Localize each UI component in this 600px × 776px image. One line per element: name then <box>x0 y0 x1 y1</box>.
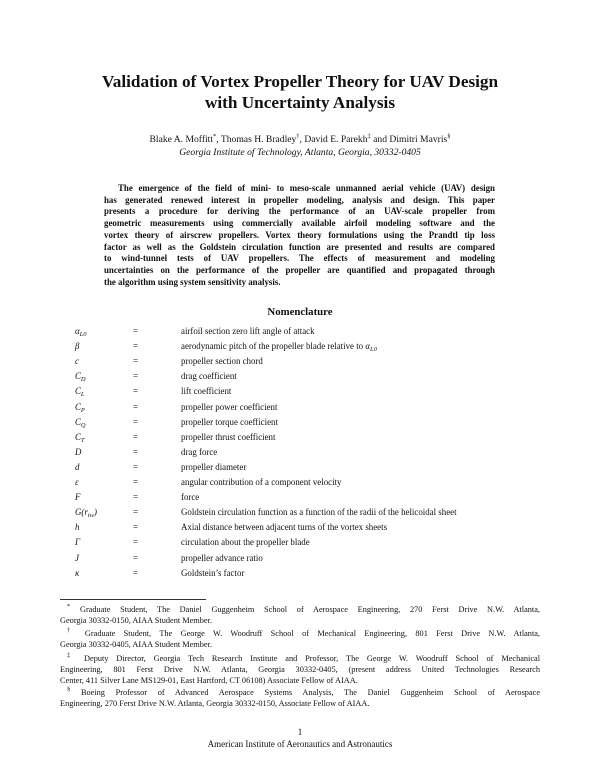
nomenclature-row <box>0 445 600 460</box>
nomenclature-description: aerodynamic pitch of the propeller blade relative to $\alpha_{L0}$ <box>181 341 377 354</box>
footnote <box>60 604 540 626</box>
nomenclature-description: drag coefficient <box>181 371 237 382</box>
nomenclature-row <box>0 400 600 415</box>
nomenclature-row <box>0 551 600 566</box>
nomenclature-symbol: h <box>75 522 80 533</box>
author-name: Blake A. Moffitt <box>149 134 214 145</box>
page-footer <box>0 727 600 750</box>
nomenclature-description: propeller advance ratio <box>181 552 263 563</box>
nomenclature-row <box>0 384 600 399</box>
nomenclature-symbol: $C_D$ <box>75 371 86 384</box>
nomenclature-description: circulation about the propeller blade <box>181 537 310 548</box>
paper-title <box>60 71 540 113</box>
footnote-mark: * <box>67 603 71 611</box>
author-mark: ‡ <box>367 132 371 140</box>
author-name: Dimitri Mavris <box>389 134 448 145</box>
nomenclature-symbol: $C_L$ <box>75 386 85 399</box>
footnote-line: Georgia 30332-0150, AIAA Student Member. <box>60 616 212 625</box>
nomenclature-symbol: c <box>75 356 79 367</box>
abstract-line: to wind-tunnel tests of UAV propellers. The effects of measurement and modeling <box>104 253 495 264</box>
nomenclature-equals: = <box>133 492 139 503</box>
nomenclature-description: lift coefficient <box>181 386 232 397</box>
nomenclature-description: force <box>181 492 200 503</box>
nomenclature-description: propeller diameter <box>181 461 247 472</box>
nomenclature-row <box>0 430 600 445</box>
footnote <box>60 628 540 650</box>
nomenclature-symbol: J <box>75 552 79 563</box>
abstract <box>104 183 495 288</box>
nomenclature-row <box>0 324 600 339</box>
nomenclature-row <box>0 535 600 550</box>
author-name: David E. Parekh <box>304 134 368 145</box>
abstract-line: uncertainties on the performance of the propeller are quantified and propagated through <box>104 264 495 275</box>
nomenclature-equals: = <box>133 507 139 518</box>
author-mark: † <box>296 132 300 140</box>
footnote-line: Georgia 30332-0405, AIAA Student Member. <box>60 640 212 649</box>
nomenclature-row <box>0 490 600 505</box>
footnote-line: † Graduate Student, The George W. Woodruff School of Mechanical Engineering, 801 Ferst Drive N.W. Atlanta, <box>67 627 541 638</box>
footnote-line: § Boeing Professor of Advanced Aerospace Systems Analysis, The Daniel Guggenheim School of Aerospace <box>67 686 541 697</box>
footnote <box>60 687 540 709</box>
nomenclature-symbol: $\alpha_{L0}$ <box>75 326 87 338</box>
abstract-line: geometric measurements using commercially available airfoil modeling software and the <box>104 218 495 229</box>
nomenclature-description: Goldstein’s factor <box>181 567 245 578</box>
abstract-line: has generated renewed interest in propeller modeling, analysis and design. This paper <box>104 194 495 205</box>
nomenclature-symbol: F <box>75 492 81 503</box>
title-line: with Uncertainty Analysis <box>204 93 396 112</box>
nomenclature-row <box>0 369 600 384</box>
nomenclature-description: propeller thrust coefficient <box>181 431 276 442</box>
footnote-line: Engineering, 270 Ferst Drive N.W. Atlanta, Georgia 30332-0150, Associate Fellow of AIAA. <box>60 699 370 708</box>
nomenclature-row <box>0 415 600 430</box>
nomenclature-row <box>0 520 600 535</box>
author-separator: , <box>299 134 305 145</box>
nomenclature-equals: = <box>133 537 139 548</box>
nomenclature-symbol: κ <box>75 567 80 578</box>
nomenclature-description: Axial distance between adjacent turns of the vortex sheets <box>181 522 388 533</box>
publisher-name: American Institute of Aeronautics and Astronautics <box>207 738 393 749</box>
affiliation: Georgia Institute of Technology, Atlanta, Georgia, 30332-0405 <box>179 147 421 158</box>
nomenclature-symbol: D <box>75 446 82 457</box>
nomenclature-equals: = <box>133 446 139 457</box>
nomenclature-equals: = <box>133 567 139 578</box>
nomenclature-row <box>0 339 600 354</box>
title-line: Validation of Vortex Propeller Theory for UAV Design <box>101 72 499 91</box>
nomenclature-symbol: ε <box>75 477 79 487</box>
nomenclature-description: propeller torque coefficient <box>181 416 278 427</box>
abstract-line: presents a procedure for deriving the performance of an UAV-scale propeller from <box>104 206 495 217</box>
footnote-mark: † <box>67 627 77 635</box>
nomenclature-description: drag force <box>181 446 218 457</box>
nomenclature-equals: = <box>133 386 139 397</box>
nomenclature-symbol: $C_T$ <box>75 431 85 444</box>
author-separator: and <box>370 134 390 145</box>
nomenclature-equals: = <box>133 477 139 487</box>
footnote-line: Engineering, 801 Ferst Drive N.W. Atlanta, Georgia 30332-0405, (present address United Technologies Research <box>60 665 540 674</box>
footnote-mark: § <box>67 686 71 694</box>
nomenclature-description: Goldstein circulation function as a function of the radii of the helicoidal sheet <box>181 507 457 518</box>
nomenclature-row <box>0 566 600 581</box>
nomenclature-equals: = <box>133 371 139 382</box>
footnote <box>60 653 540 686</box>
nomenclature-symbol: $G(r_{tw})$ <box>75 507 97 520</box>
footnote-line: * Graduate Student, The Daniel Guggenheim School of Aerospace Engineering, 270 Ferst Drive N.W. Atlanta, <box>67 603 540 614</box>
abstract-line: the algorithm using system sensitivity analysis. <box>104 276 281 287</box>
nomenclature-description: propeller section chord <box>181 356 263 367</box>
nomenclature-equals: = <box>133 326 139 336</box>
abstract-line: factor as well as the Goldstein circulation function are presented and results are compared <box>104 241 495 252</box>
nomenclature-equals: = <box>133 431 139 442</box>
nomenclature-row <box>0 475 600 490</box>
abstract-line: vortex theory of airscrew propellers. Vortex theory formulations using the Prandtl tip loss <box>104 229 495 240</box>
nomenclature-description: airfoil section zero lift angle of attack <box>181 326 315 336</box>
author-name: Thomas H. Bradley <box>220 134 297 145</box>
nomenclature-description: propeller power coefficient <box>181 401 278 412</box>
author-mark: § <box>447 132 451 140</box>
nomenclature-symbol: $C_P$ <box>75 401 85 414</box>
nomenclature-equals: = <box>133 356 139 367</box>
nomenclature-symbol: Γ <box>75 537 81 548</box>
nomenclature-description: angular contribution of a component velocity <box>181 477 342 487</box>
footnote-line: ‡ Deputy Director, Georgia Tech Research Institute and Professor, The George W. Woodruff School of Mechanical <box>67 652 541 663</box>
nomenclature-symbol: β <box>75 341 80 352</box>
footnote-divider <box>60 599 206 600</box>
nomenclature-row <box>0 354 600 369</box>
nomenclature-equals: = <box>133 552 139 563</box>
author-separator: , <box>216 134 221 145</box>
nomenclature-symbol: $C_Q$ <box>75 416 86 429</box>
footnote-line: Center, 411 Silver Lane MS129-01, East Hartford, CT 06108) Associate Fellow of AIAA. <box>60 676 358 685</box>
nomenclature-row <box>0 505 600 520</box>
nomenclature-equals: = <box>133 461 139 472</box>
abstract-line: The emergence of the field of mini- to meso-scale unmanned aerial vehicle (UAV) design <box>118 183 495 193</box>
nomenclature-equals: = <box>133 522 139 533</box>
nomenclature-row <box>0 460 600 475</box>
author-list <box>60 134 540 146</box>
author-mark: * <box>213 132 217 140</box>
nomenclature-symbol: d <box>75 461 80 472</box>
page-number: 1 <box>297 727 303 737</box>
nomenclature-equals: = <box>133 341 139 352</box>
footnote-mark: ‡ <box>67 652 77 660</box>
nomenclature-equals: = <box>133 401 139 412</box>
nomenclature-heading: Nomenclature <box>267 306 333 318</box>
nomenclature-equals: = <box>133 416 139 427</box>
